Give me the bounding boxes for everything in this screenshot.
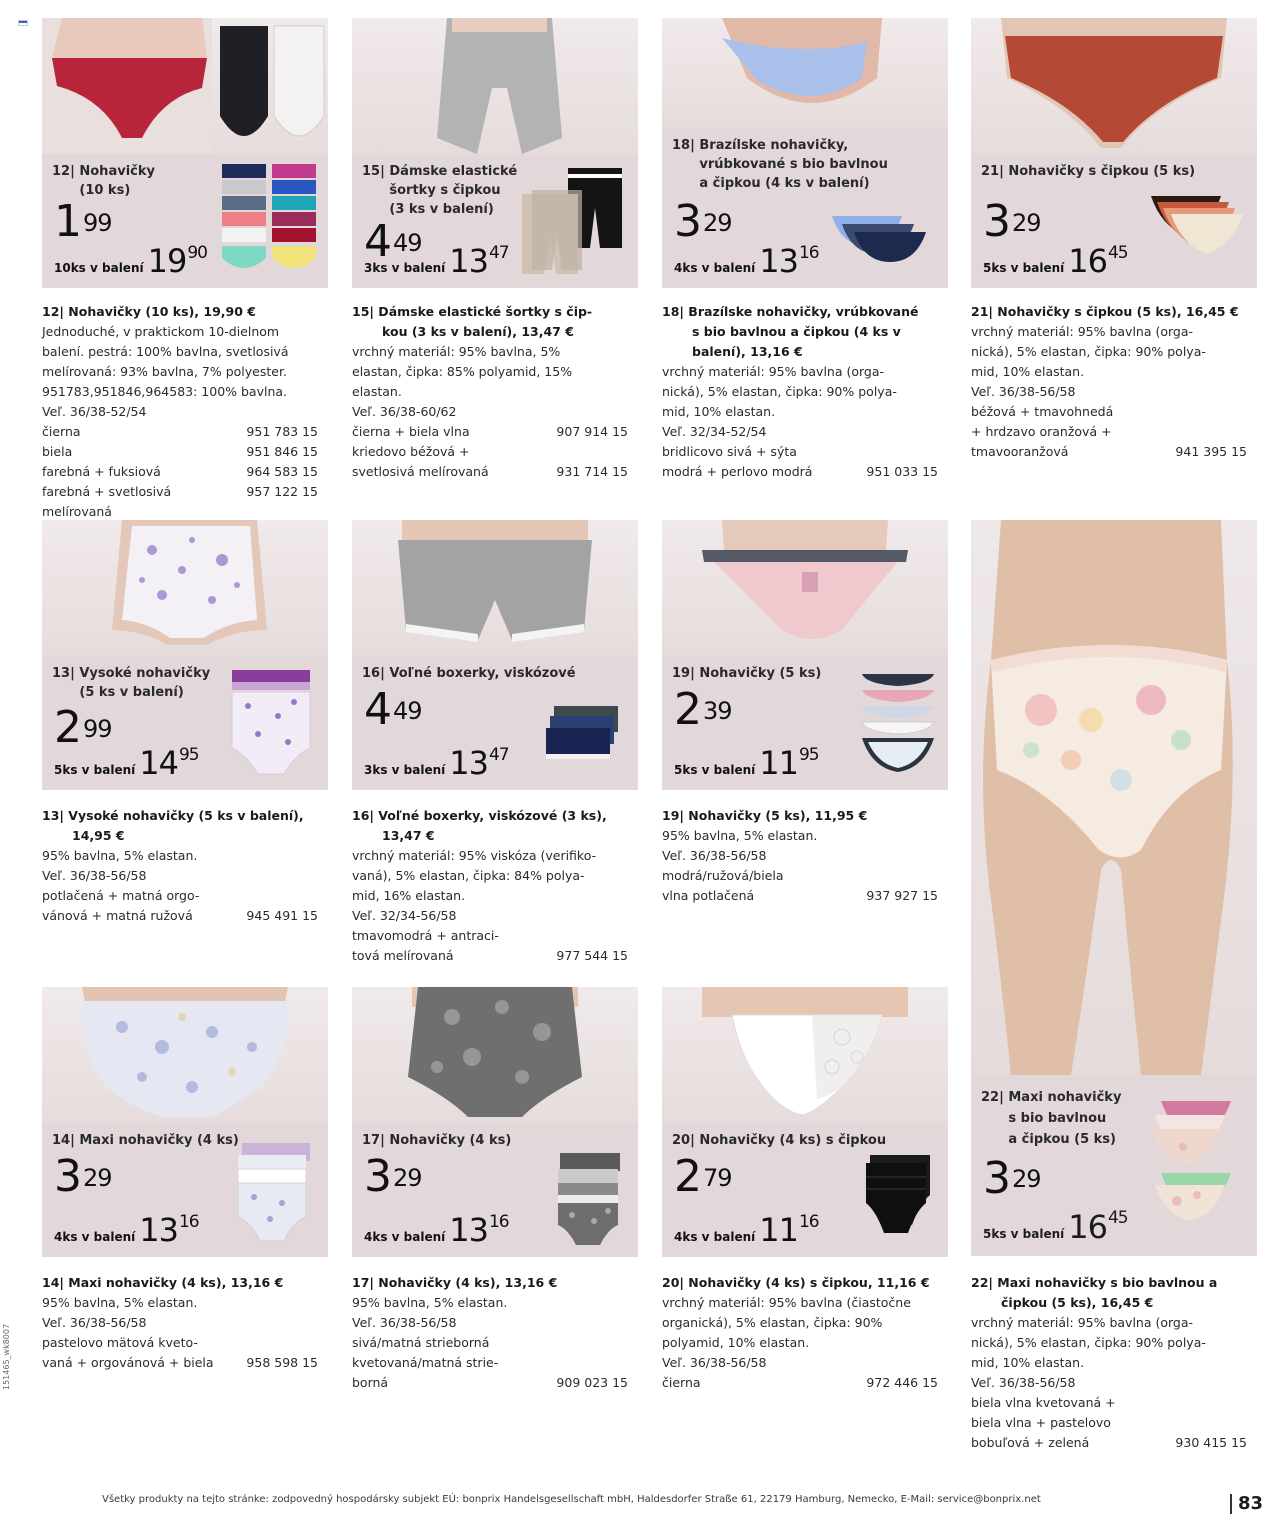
article-code (1247, 1413, 1261, 1433)
pack-thumbnails (554, 1151, 624, 1247)
article-code: 951 783 15 (246, 424, 318, 439)
variant-row: kriedovo béžová + (352, 442, 642, 462)
pack-price: 10ks v balení $19^{90}$ (54, 242, 207, 280)
product-card-13[interactable] (42, 520, 328, 790)
variant-row: svetlosivá melírovaná 931 714 15 (352, 462, 642, 482)
pack-thumbnails (864, 1153, 934, 1245)
pack-price: 4ks v balení $13^{16}$ (54, 1211, 199, 1249)
article-code (628, 1353, 642, 1373)
pack-price: 4ks v balení $13^{16}$ (674, 242, 819, 280)
product-description-20: 20| Nohavičky (4 ks) s čipkou, 11,16 € vrchný materiál: 95% bavlna (čiastočne organická), 5% elastan, čipka: 90% polyamid, 10% elastan. Veľ. 36/38-56/58 čierna 972 446 15 (662, 1273, 952, 1393)
product-name: Maxi nohavičky (4 ks) (79, 1133, 239, 1148)
product-number: 21 (981, 164, 1000, 179)
price-panel: 13| Vysoké nohavičky (5 ks v balení) $2^{99}$ 5ks v balení $14^{95}$ (42, 656, 328, 790)
unit-price: $3^{29}$ (983, 1153, 1041, 1204)
article-code (1247, 1393, 1261, 1413)
variant-row: biela 951 846 15 (42, 442, 332, 462)
price-panel: 15| Dámske elastické šortky s čipkou (3 ks v balení) $4^{49}$ 3ks v balení $13^{47}$ (352, 154, 638, 288)
pack-price: 5ks v balení $11^{95}$ (674, 744, 819, 782)
variant-row: potlačená + matná orgo- (42, 886, 332, 906)
product-card-14[interactable] (42, 987, 328, 1257)
article-code: 957 122 15 (246, 484, 318, 499)
article-code (318, 1333, 332, 1353)
article-code: 964 583 15 (246, 464, 318, 479)
article-code (318, 886, 332, 906)
variant-row: + hrdzavo oranžová + (971, 422, 1261, 442)
product-name: Brazílske nohavičky, vrúbkované s bio bavlnou a čipkou (4 ks v balení) (699, 138, 888, 191)
unit-price: $3^{29}$ (983, 196, 1041, 247)
product-name: Vysoké nohavičky (5 ks v balení) (79, 666, 211, 700)
product-description-19: 19| Nohavičky (5 ks), 11,95 € 95% bavlna, 5% elastan. Veľ. 36/38-56/58 modrá/ružová/biela vlna potlačená 937 927 15 (662, 806, 952, 906)
unit-price: $4^{49}$ (364, 684, 422, 735)
variant-row: vánová + matná ružová 945 491 15 (42, 906, 332, 926)
article-code: 951 846 15 (246, 444, 318, 459)
product-description-12: 12| Nohavičky (10 ks), 19,90 € Jednoduché, v praktickom 10-dielnom balení. pestrá: 100% bavlna, svetlosivá melírovaná: 93% bavlna, 7% polyester. 951783,951846,964583: 100% bavlna. Veľ. 36/38-52/54 čierna 951 783 15 biela 951 846 15 farebná + fuksiová 964 583 15 farebná + svetlosivá 957 122 15 melírovaná (42, 302, 332, 522)
price-panel: 22| Maxi nohavičky s bio bavlnou a čipkou (5 ks) $3^{29}$ 5ks v balení $16^{45}$ (971, 1075, 1257, 1256)
product-description-13: 13| Vysoké nohavičky (5 ks v balení), 14,95 € 95% bavlna, 5% elastan. Veľ. 36/38-56/58 potlačená + matná orgo- vánová + matná ružová 945 491 15 (42, 806, 332, 926)
footer-legal-text: Všetky produkty na tejto stránke: zodpovedný hospodársky subjekt EÚ: bonprix Handelsgesellschaft mbH, Haldesdorfer Straße 61, 22179 Hamburg, Nemecko, E-Mail: service@bonprix.net (102, 1494, 1041, 1505)
product-photo (971, 520, 1257, 1075)
product-number: 18 (672, 138, 691, 153)
unit-price: $3^{29}$ (54, 1151, 112, 1202)
product-photo (662, 987, 948, 1123)
article-code: 977 544 15 (556, 948, 628, 963)
variant-row: borná 909 023 15 (352, 1373, 642, 1393)
variant-row: farebná + fuksiová 964 583 15 (42, 462, 332, 482)
pack-thumbnails (858, 668, 938, 780)
article-code: 907 914 15 (556, 424, 628, 439)
pack-thumbnails (544, 702, 624, 772)
language-flag-icon (18, 20, 28, 26)
article-code: 951 033 15 (866, 464, 938, 479)
article-code: 931 714 15 (556, 464, 628, 479)
price-panel: 18| Brazílske nohavičky, vrúbkované s bio bavlnou a čipkou (4 ks v balení) $3^{29}$ 4ks v balení $13^{16}$ (662, 128, 948, 288)
unit-price: $2^{79}$ (674, 1151, 732, 1202)
pack-thumbnails (1147, 192, 1247, 262)
variant-row: sivá/matná strieborná (352, 1333, 642, 1353)
product-name: Dámske elastické šortky s čipkou (3 ks v balení) (389, 164, 518, 217)
variant-row: modrá/ružová/biela (662, 866, 952, 886)
product-name: Voľné boxerky, viskózové (389, 666, 576, 681)
price-panel: 17| Nohavičky (4 ks) $3^{29}$ 4ks v balení $13^{16}$ (352, 1123, 638, 1257)
product-card-21[interactable] (971, 18, 1257, 288)
product-card-19[interactable] (662, 520, 948, 790)
variant-row: biela vlna + pastelovo (971, 1413, 1261, 1433)
variant-row: vaná + orgovánová + biela 958 598 15 (42, 1353, 332, 1373)
article-code: 930 415 15 (1175, 1435, 1247, 1450)
description-title: 21| Nohavičky s čipkou (5 ks), 16,45 € (971, 304, 1239, 319)
product-number: 20 (672, 1133, 691, 1148)
variant-row: kvetovaná/matná strie- (352, 1353, 642, 1373)
variant-row: biela vlna kvetovaná + (971, 1393, 1261, 1413)
product-name: Nohavičky (4 ks) (389, 1133, 512, 1148)
pack-price: 5ks v balení $14^{95}$ (54, 744, 199, 782)
article-code (1247, 422, 1261, 442)
pack-thumbnails (1147, 1097, 1247, 1237)
unit-price: $3^{29}$ (364, 1151, 422, 1202)
product-description-16: 16| Voľné boxerky, viskózové (3 ks), 13,47 € vrchný materiál: 95% viskóza (verifiko- vaná), 5% elastan, čipka: 84% polya- mid, 16% elastan. Veľ. 32/34-56/58 tmavomodrá + antraci- tová melírovaná 977 544 15 (352, 806, 642, 966)
article-code (628, 1333, 642, 1353)
article-code (628, 442, 642, 462)
variant-row: tmavomodrá + antraci- (352, 926, 642, 946)
product-name: Nohavičky (5 ks) (699, 666, 822, 681)
article-code: 972 446 15 (866, 1375, 938, 1390)
article-code: 909 023 15 (556, 1375, 628, 1390)
product-description-14: 14| Maxi nohavičky (4 ks), 13,16 € 95% bavlna, 5% elastan. Veľ. 36/38-56/58 pastelovo mätová kveto- vaná + orgovánová + biela 958 598 15 (42, 1273, 332, 1373)
price-panel: 16| Voľné boxerky, viskózové $4^{49}$ 3ks v balení $13^{47}$ (352, 656, 638, 790)
product-number: 16 (362, 666, 381, 681)
price-panel: 21| Nohavičky s čipkou (5 ks) $3^{29}$ 5ks v balení $16^{45}$ (971, 154, 1257, 288)
variant-row: modrá + perlovo modrá 951 033 15 (662, 462, 952, 482)
variant-row: béžová + tmavohnedá (971, 402, 1261, 422)
product-photo (42, 520, 328, 656)
variant-row: čierna + biela vlna 907 914 15 (352, 422, 642, 442)
product-photo (971, 18, 1257, 154)
unit-price: $1^{99}$ (54, 196, 112, 247)
product-card-20[interactable] (662, 987, 948, 1257)
unit-price: $4^{49}$ (364, 216, 422, 267)
unit-price: $2^{99}$ (54, 702, 112, 753)
price-panel: 20| Nohavičky (4 ks) s čipkou $2^{79}$ 4ks v balení $11^{16}$ (662, 1123, 948, 1257)
unit-price: $2^{39}$ (674, 684, 732, 735)
product-card-16[interactable] (352, 520, 638, 790)
product-card-17[interactable] (352, 987, 638, 1257)
variant-row: melírovaná (42, 502, 332, 522)
article-code: 941 395 15 (1175, 444, 1247, 459)
pack-price: 5ks v balení $16^{45}$ (983, 242, 1128, 280)
variant-row: pastelovo mätová kveto- (42, 1333, 332, 1353)
pack-thumbnails (518, 164, 628, 276)
product-photo (352, 520, 638, 656)
article-code (318, 502, 332, 522)
description-title: 20| Nohavičky (4 ks) s čipkou, 11,16 € (662, 1275, 930, 1290)
product-description-17: 17| Nohavičky (4 ks), 13,16 € 95% bavlna, 5% elastan. Veľ. 36/38-56/58 sivá/matná strieborná kvetovaná/matná strie- borná 909 023 15 (352, 1273, 642, 1393)
price-panel: 14| Maxi nohavičky (4 ks) $3^{29}$ 4ks v balení $13^{16}$ (42, 1123, 328, 1257)
product-photo (662, 18, 948, 128)
product-photo (352, 18, 638, 154)
variant-row: čierna 951 783 15 (42, 422, 332, 442)
product-photo (352, 987, 638, 1123)
product-description-18: 18| Brazílske nohavičky, vrúbkované s bio bavlnou a čipkou (4 ks v balení), 13,16 € vrchný materiál: 95% bavlna (orga- nická), 5% elastan, čipka: 90% polya- mid, 10% elastan. Veľ. 32/34-52/54 bridlicovo sivá + sýta modrá + perlovo modrá 951 033 15 (662, 302, 952, 482)
description-title: 12| Nohavičky (10 ks), 19,90 € (42, 304, 256, 319)
product-description-15: 15| Dámske elastické šortky s čip- kou (3 ks v balení), 13,47 € vrchný materiál: 95% bavlna, 5% elastan, čipka: 85% polyamid, 15% elastan. Veľ. 36/38-60/62 čierna + biela vlna 907 914 15 kriedovo béžová + svetlosivá melírovaná 931 714 15 (352, 302, 642, 482)
description-title: 22| Maxi nohavičky s bio bavlnou a (971, 1275, 1218, 1290)
description-title: 16| Voľné boxerky, viskózové (3 ks), (352, 808, 607, 823)
variant-row: farebná + svetlosivá 957 122 15 (42, 482, 332, 502)
product-description-21: 21| Nohavičky s čipkou (5 ks), 16,45 € vrchný materiál: 95% bavlna (orga- nická), 5% elastan, čipka: 90% polya- mid, 10% elastan. Veľ. 36/38-56/58 béžová + tmavohnedá + hrdzavo oranžová + tmavooranžová 941 395 15 (971, 302, 1261, 462)
description-title: 19| Nohavičky (5 ks), 11,95 € (662, 808, 868, 823)
pack-thumbnails (220, 164, 318, 276)
article-code: 937 927 15 (866, 888, 938, 903)
description-title: 17| Nohavičky (4 ks), 13,16 € (352, 1275, 558, 1290)
article-code: 945 491 15 (246, 908, 318, 923)
variant-row: tová melírovaná 977 544 15 (352, 946, 642, 966)
page-number: 83 (1230, 1494, 1263, 1514)
description-title: 13| Vysoké nohavičky (5 ks v balení), (42, 808, 304, 823)
product-photo (42, 987, 328, 1123)
product-number: 15 (362, 164, 381, 179)
pack-price: 5ks v balení $16^{45}$ (983, 1208, 1128, 1246)
catalog-side-code: 151465_wk8007 (2, 1323, 11, 1390)
product-name: Maxi nohavičky s bio bavlnou a čipkou (5 ks) (1008, 1090, 1122, 1147)
variant-row: tmavooranžová 941 395 15 (971, 442, 1261, 462)
product-card-15[interactable] (352, 18, 638, 288)
product-name: Nohavičky (10 ks) (79, 164, 155, 198)
article-code (938, 866, 952, 886)
product-number: 12 (52, 164, 71, 179)
product-number: 19 (672, 666, 691, 681)
unit-price: $3^{29}$ (674, 196, 732, 247)
product-description-22: 22| Maxi nohavičky s bio bavlnou a čipkou (5 ks), 16,45 € vrchný materiál: 95% bavlna (orga- nická), 5% elastan, čipka: 90% polya- mid, 10% elastan. Veľ. 36/38-56/58 biela vlna kvetovaná + biela vlna + pastelovo bobuľová + zelená 930 415 15 (971, 1273, 1261, 1453)
article-code: 958 598 15 (246, 1355, 318, 1370)
pack-thumbnails (828, 206, 938, 276)
pack-price: 3ks v balení $13^{47}$ (364, 744, 509, 782)
description-title: 15| Dámske elastické šortky s čip- (352, 304, 593, 319)
pack-thumbnails (228, 666, 314, 778)
price-panel: 19| Nohavičky (5 ks) $2^{39}$ 5ks v balení $11^{95}$ (662, 656, 948, 790)
product-number: 13 (52, 666, 71, 681)
product-card-22[interactable] (971, 520, 1257, 1256)
product-photo (662, 520, 948, 656)
product-name: Nohavičky (4 ks) s čipkou (699, 1133, 887, 1148)
pack-thumbnails (234, 1141, 314, 1245)
product-photo (42, 18, 328, 154)
variant-row: vlna potlačená 937 927 15 (662, 886, 952, 906)
pack-price: 4ks v balení $11^{16}$ (674, 1211, 819, 1249)
product-number: 17 (362, 1133, 381, 1148)
product-card-18[interactable] (662, 18, 948, 288)
article-code (938, 442, 952, 462)
pack-price: 4ks v balení $13^{16}$ (364, 1211, 509, 1249)
description-title: 18| Brazílske nohavičky, vrúbkované (662, 304, 919, 319)
product-card-12[interactable] (42, 18, 328, 288)
article-code (628, 926, 642, 946)
article-code (1247, 402, 1261, 422)
variant-row: čierna 972 446 15 (662, 1373, 952, 1393)
variant-row: bobuľová + zelená 930 415 15 (971, 1433, 1261, 1453)
description-title: 14| Maxi nohavičky (4 ks), 13,16 € (42, 1275, 284, 1290)
variant-row: bridlicovo sivá + sýta (662, 442, 952, 462)
pack-price: 3ks v balení $13^{47}$ (364, 242, 509, 280)
price-panel: 12| Nohavičky (10 ks) $1^{99}$ 10ks v balení $19^{90}$ (42, 154, 328, 288)
product-number: 22 (981, 1090, 1000, 1105)
product-name: Nohavičky s čipkou (5 ks) (1008, 164, 1196, 179)
product-number: 14 (52, 1133, 71, 1148)
